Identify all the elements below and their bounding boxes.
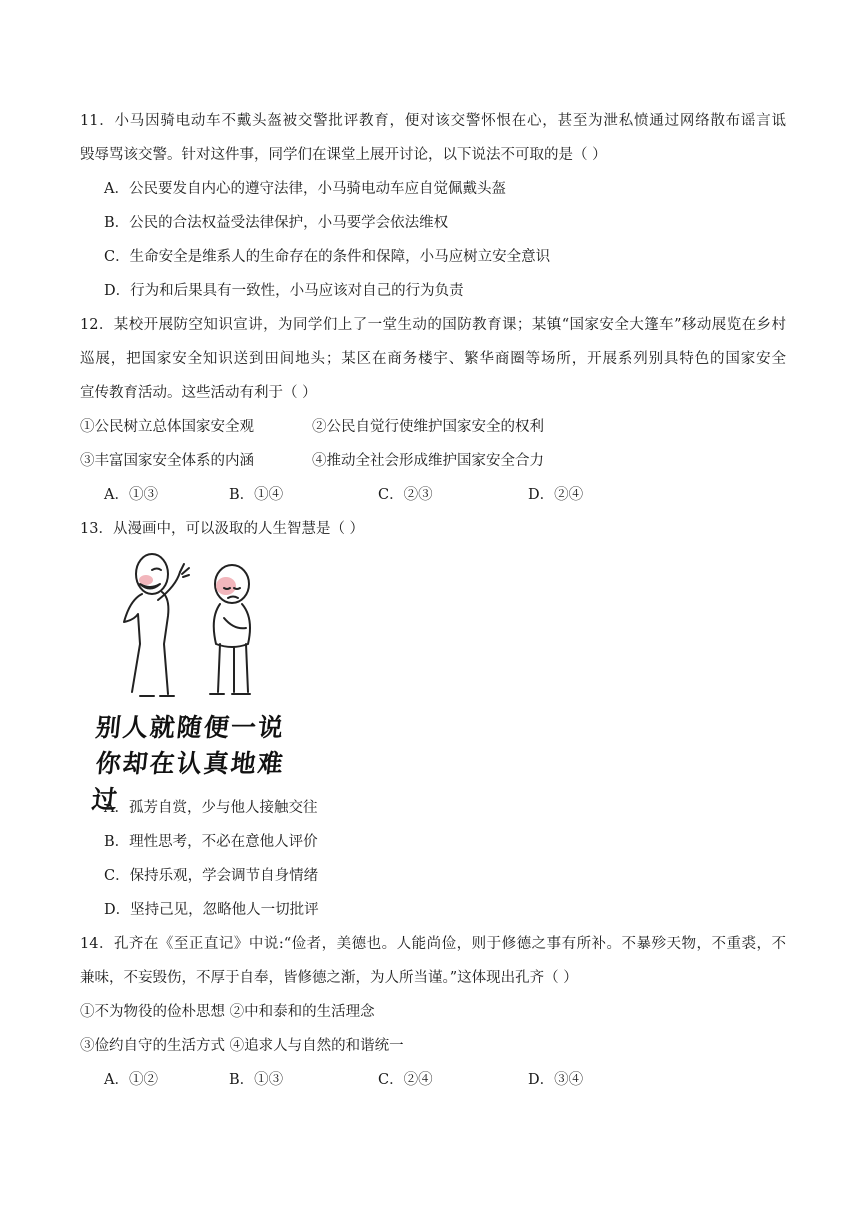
q11-option-c: C．生命安全是维系人的生命存在的条件和保障，小马应树立安全意识 <box>104 249 551 265</box>
q12-item-3: ③丰富国家安全体系的内涵 <box>80 453 254 469</box>
sad-person-blush <box>216 577 236 595</box>
q11-stem-line-1: 11．小马因骑电动车不戴头盔被交警批评教育，便对该交警怀恨在心，甚至为泄私愤通过网络散布谣言诋 <box>80 113 786 129</box>
q12-stem-line-2: 巡展，把国家安全知识送到田间地头；某区在商务楼宇、繁华商圈等场所，开展系列别具特色的国家安全 <box>80 351 786 367</box>
q14-items-line-2: ③俭约自守的生活方式 ④追求人与自然的和谐统一 <box>80 1038 404 1054</box>
q12-choice-b: B．①④ <box>229 487 284 503</box>
q13-stem: 13．从漫画中，可以汲取的人生智慧是（ ） <box>80 521 365 537</box>
q12-item-4: ④推动全社会形成维护国家安全合力 <box>312 453 544 469</box>
comic-caption-line-1: 别人就随便一说 <box>94 713 287 742</box>
comic-figures <box>100 548 300 698</box>
q14-stem-line-1: 14．孔齐在《至正直记》中说:“俭者，美德也。人能尚俭，则于修德之事有所补。不暴殄天物，不重裘，不 <box>80 936 786 952</box>
q14-choice-b: B．①③ <box>229 1072 284 1088</box>
q12-choice-c: C．②③ <box>378 487 433 503</box>
q12-choice-d: D．②④ <box>528 487 584 503</box>
q11-option-b: B．公民的合法权益受法律保护，小马要学会依法维权 <box>104 215 449 231</box>
q12-item-1: ①公民树立总体国家安全观 <box>80 419 254 435</box>
q14-choice-a: A．①② <box>104 1072 158 1088</box>
comic-caption-line-2: 你却在认真地难过 <box>90 749 287 814</box>
q11-option-a: A．公民要发自内心的遵守法律，小马骑电动车应自觉佩戴头盔 <box>104 181 506 197</box>
q14-stem-line-2: 兼味，不妄毁伤，不厚于自奉，皆修德之渐，为人所当谨。”这体现出孔齐（ ） <box>80 970 578 986</box>
q13-option-d: D．坚持己见，忽略他人一切批评 <box>104 902 319 918</box>
q14-choice-d: D．③④ <box>528 1072 584 1088</box>
q13-option-b: B．理性思考，不必在意他人评价 <box>104 834 318 850</box>
q13-option-a: A．孤芳自赏，少与他人接触交往 <box>104 800 318 816</box>
q14-items-line-1: ①不为物役的俭朴思想 ②中和泰和的生活理念 <box>80 1004 375 1020</box>
q14-choice-c: C．②④ <box>378 1072 433 1088</box>
q13-option-c: C．保持乐观，学会调节自身情绪 <box>104 868 319 884</box>
q12-choice-a: A．①③ <box>104 487 158 503</box>
q12-stem-line-3: 宣传教育活动。这些活动有利于（ ） <box>80 385 317 401</box>
q12-stem-line-1: 12．某校开展防空知识宣讲，为同学们上了一堂生动的国防教育课；某镇“国家安全大篷车”移动展览在乡村 <box>80 317 786 333</box>
q12-item-2: ②公民自觉行使维护国家安全的权利 <box>312 419 544 435</box>
q11-option-d: D．行为和后果具有一致性，小马应该对自己的行为负责 <box>104 283 464 299</box>
q11-stem-line-2: 毁辱骂该交警。针对这件事，同学们在课堂上展开讨论，以下说法不可取的是（ ） <box>80 147 607 163</box>
